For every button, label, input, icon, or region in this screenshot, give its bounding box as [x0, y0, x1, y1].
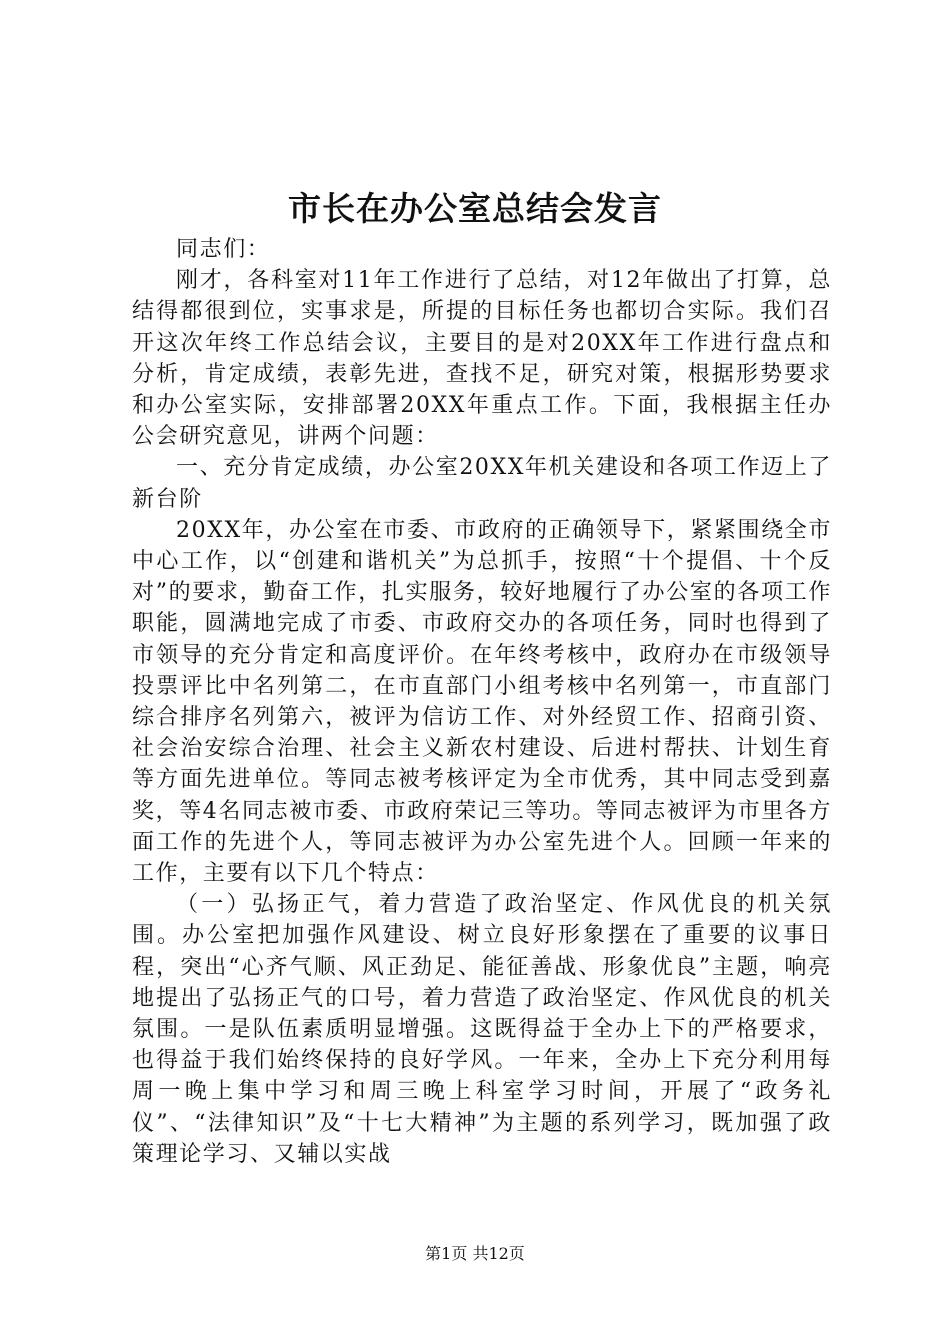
section-heading-paragraph: 一、充分肯定成绩，办公室20XX年机关建设和各项工作迈上了新台阶: [132, 455, 832, 512]
document-title: 市长在办公室总结会发言: [288, 189, 662, 228]
subsection-paragraph: （一）弘扬正气，着力营造了政治坚定、作风优良的机关氛围。办公室把加强作风建设、树立良好形象摆在了重要的议事日程，突出“心齐气顺、风正劲足、能征善战、形象优良”主题，响亮地提出了弘扬正气的口号，着力营造了政治坚定、作风优良的机关氛围。一是队伍素质明显增强。这既得益于全办上下的严格要求，也得益于我们始终保持的良好学风。一年来，全办上下充分利用每周一晚上集中学习和周三晚上科室学习时间，开展了“政务礼仪”、“法律知识”及“十七大精神”为主题的系列学习，既加强了政策理论学习、又辅以实战: [132, 892, 832, 1167]
page-number-footer: 第1页 共12页: [425, 1244, 525, 1263]
document-body: [132, 234, 832, 1170]
achievements-paragraph: 20XX年，办公室在市委、市政府的正确领导下，紧紧围绕全市中心工作，以“创建和谐机关”为总抓手，按照“十个提倡、十个反对”的要求，勤奋工作，扎实服务，较好地履行了办公室的各项工作职能，圆满地完成了市委、市政府交办的各项任务，同时也得到了市领导的充分肯定和高度评价。在年终考核中，政府办在市级领导投票评比中名列第二，在市直部门小组考核中名列第一，市直部门综合排序名列第六，被评为信访工作、对外经贸工作、招商引资、社会治安综合治理、社会主义新农村建设、后进村帮扶、计划生育等方面先进单位。等同志被考核评定为全市优秀，其中同志受到嘉奖，等4名同志被市委、市政府荣记三等功。等同志被评为市里各方面工作的先进个人，等同志被评为办公室先进个人。回顾一年来的工作，主要有以下几个特点：: [132, 517, 832, 887]
intro-paragraph: 刚才，各科室对11年工作进行了总结，对12年做出了打算，总结得都很到位，实事求是，所提的目标任务也都切合实际。我们召开这次年终工作总结会议，主要目的是对20XX年工作进行盘点和分析，肯定成绩，表彰先进，查找不足，研究对策，根据形势要求和办公室实际，安排部署20XX年重点工作。下面，我根据主任办公会研究意见，讲两个问题：: [132, 268, 832, 450]
salutation-paragraph: 同志们：: [176, 237, 271, 262]
